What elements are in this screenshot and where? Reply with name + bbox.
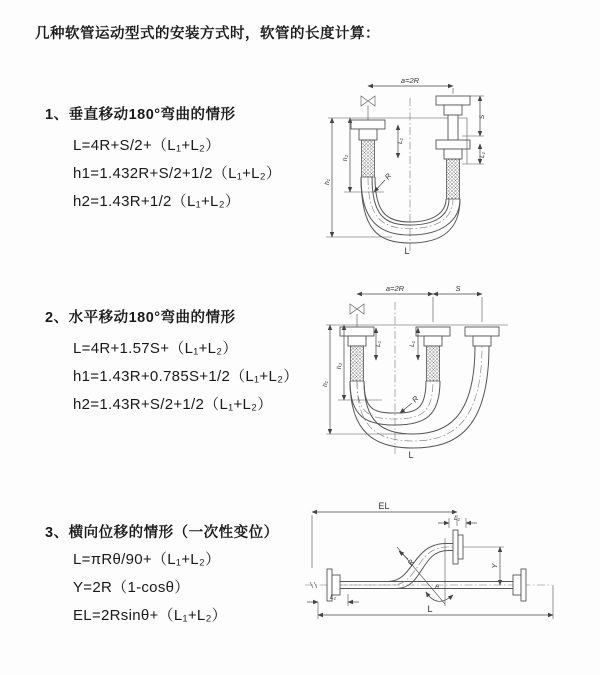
d3-label-r: R [405, 557, 417, 568]
d3-top-flange [453, 530, 463, 564]
diagram-lateral-displacement [300, 498, 600, 660]
d3-label-el: EL [378, 501, 390, 511]
diagram-vertical-movement [312, 72, 557, 257]
d3-dim-y [463, 547, 504, 585]
section2-heading: 2、水平移动180°弯曲的情形 [45, 310, 236, 326]
d1-dim-h1 [324, 118, 392, 237]
d3-dim-r [399, 551, 417, 567]
d3-right-flange [513, 569, 526, 601]
d3-dim-l1-left [307, 594, 359, 606]
d3-label-l1-top: L₁ [454, 515, 460, 522]
d1-label-l1-left: L₁ [397, 138, 404, 144]
d2-label-l: L [408, 450, 414, 460]
d3-dim-l1-top [438, 515, 477, 528]
d2-middle-fitting [416, 327, 450, 381]
d2-label-s: S [455, 284, 461, 293]
d1-label-s: S [479, 114, 486, 120]
d1-label-l: L [404, 246, 410, 256]
d3-label-y: Y [490, 563, 499, 569]
section1-formula-l: L=4R+S/2+（L₁+L₂） [73, 137, 221, 154]
d3-angle-construction [397, 538, 453, 606]
d2-label-l1-left: L₁ [375, 341, 382, 347]
d1-label-r: R [382, 171, 394, 182]
d1-left-fitting [351, 120, 385, 177]
d2-label-l1-mid: L₁ [409, 341, 416, 347]
section2-formula-l: L=4R+1.57S+（L₁+L₂） [73, 340, 238, 357]
section1-formula-h1: h1=1.432R+S/2+1/2（L₁+L₂） [73, 165, 282, 182]
d2-hose [350, 346, 489, 448]
section1-heading: 1、垂直移动180°弯曲的情形 [45, 107, 236, 123]
d2-dim-s [433, 284, 482, 322]
d3-label-theta: θ [435, 584, 439, 591]
section3-formula-l: L=πRθ/90+（L₁+L₂） [73, 551, 221, 568]
section3-formula-el: EL=2Rsinθ+（L₁+L₂） [73, 607, 227, 624]
d3-label-l: L [427, 604, 433, 614]
d3-label-l1-left: L₁ [330, 594, 336, 601]
d1-dim-span [368, 76, 453, 94]
d2-dim-l1-left [375, 328, 382, 360]
section2-formula-h1: h1=1.43R+0.785S+1/2（L₁+L₂） [73, 368, 299, 385]
section3-formula-y: Y=2R（1-cosθ） [73, 579, 190, 596]
page-title: 几种软管运动型式的安装方式时，软管的长度计算： [35, 26, 380, 42]
section1-formula-h2: h2=1.43R+1/2（L₁+L₂） [73, 193, 241, 210]
d2-left-fitting [340, 327, 374, 381]
d2-dim-span [357, 284, 433, 294]
d1-label-a2r: a=2R [400, 76, 420, 85]
d1-label-h1: h₁ [324, 179, 331, 185]
section3-heading: 3、横向位移的情形（一次性变位） [45, 525, 279, 541]
d2-label-h1: h₁ [322, 381, 329, 387]
section2-formula-h2: h2=1.43R+S/2+1/2（L₁+L₂） [73, 396, 273, 413]
d1-dim-r [374, 171, 394, 192]
d1-valve-icon [361, 96, 375, 120]
d2-right-fitting [465, 327, 499, 346]
d1-right-fitting [436, 96, 470, 199]
d2-valve-icon [350, 304, 364, 327]
d2-label-h2: h₂ [336, 362, 343, 370]
d2-dim-r [400, 394, 421, 413]
d3-dim-el [312, 501, 457, 568]
d2-label-r: R [410, 394, 421, 405]
d1-dim-l1-left [397, 125, 404, 158]
diagram-horizontal-movement [318, 282, 568, 460]
d1-label-l1-right: L₁ [479, 152, 486, 158]
d2-label-a2r: a=2R [385, 284, 405, 293]
d1-hose [361, 177, 460, 243]
d1-label-h2: h₂ [342, 154, 349, 162]
